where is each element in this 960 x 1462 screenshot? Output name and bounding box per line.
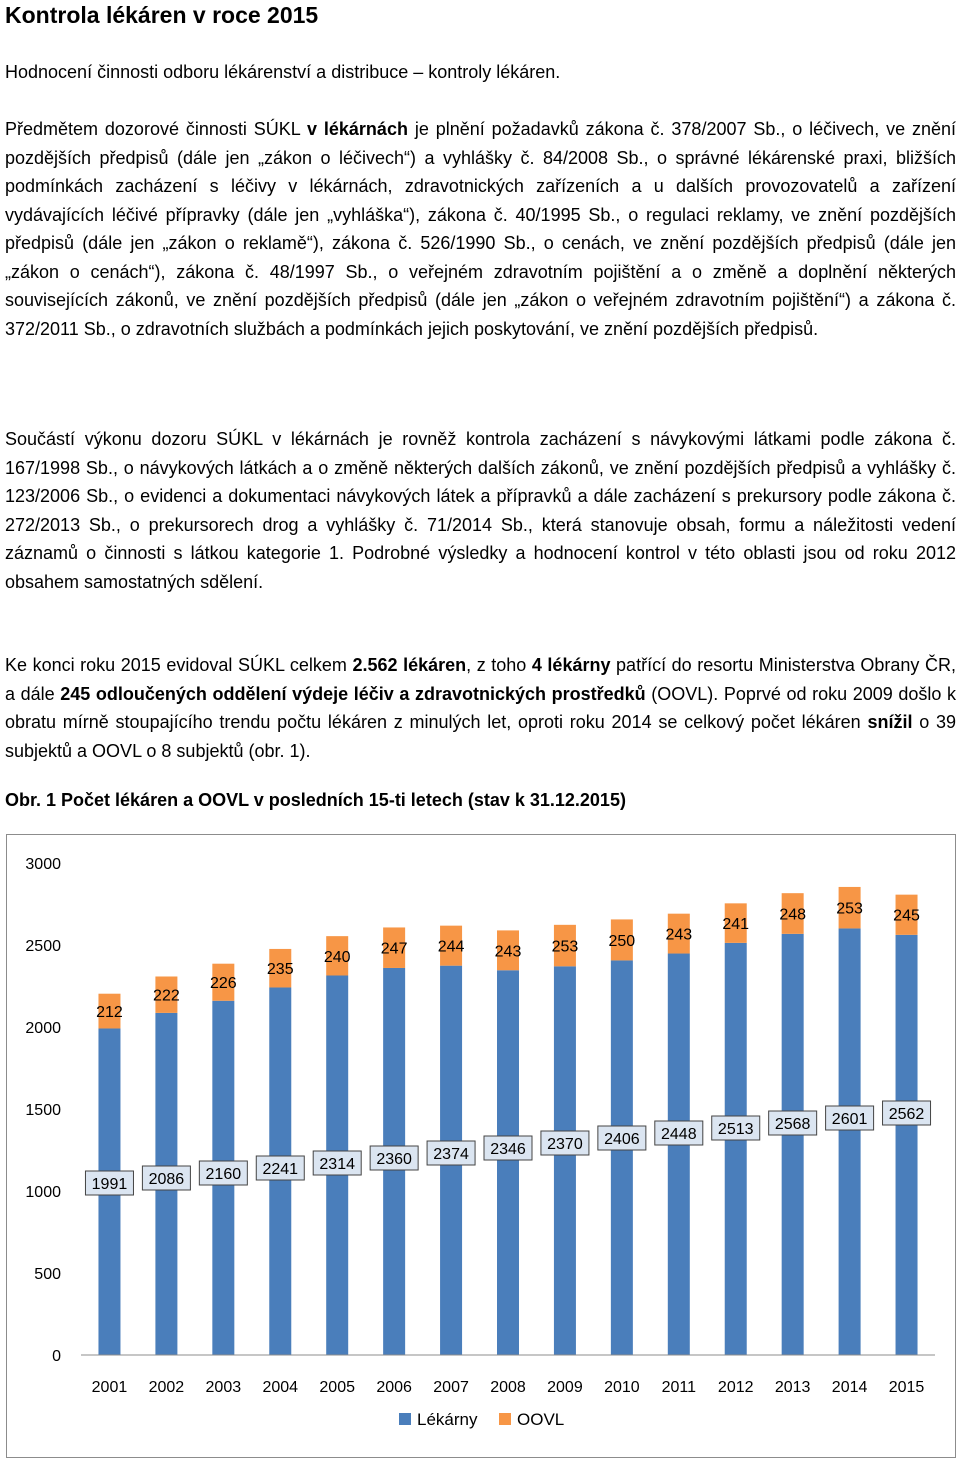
data-label-oovl: 241 <box>722 916 750 934</box>
data-label-oovl: 235 <box>266 961 294 979</box>
data-label-lekarny: 2448 <box>661 1126 697 1143</box>
x-axis <box>81 1355 935 1396</box>
data-label-lekarny: 1991 <box>91 1176 128 1193</box>
data-label-lekarny: 2370 <box>547 1136 583 1153</box>
bar-lekarny <box>554 966 576 1355</box>
data-label-oovl: 240 <box>323 948 351 966</box>
x-tick-label: 2001 <box>91 1379 128 1396</box>
x-tick-label: 2013 <box>774 1379 811 1396</box>
bar-lekarny <box>611 960 633 1355</box>
x-tick-label: 2003 <box>205 1379 242 1396</box>
x-tick-label: 2004 <box>262 1379 299 1396</box>
x-tick-label: 2005 <box>319 1379 355 1396</box>
data-label-lekarny: 2360 <box>376 1151 412 1168</box>
data-label-oovl: 250 <box>608 932 636 950</box>
x-tick-label: 2014 <box>831 1379 868 1396</box>
data-label-lekarny: 2314 <box>319 1156 355 1173</box>
chart-frame <box>6 834 956 1458</box>
bar-lekarny <box>497 970 519 1355</box>
data-label-lekarny: 2562 <box>888 1106 925 1123</box>
legend-label-oovl: OOVL <box>517 1410 565 1429</box>
data-label-lekarny: 2513 <box>717 1121 754 1138</box>
bar-lekarny <box>896 935 918 1355</box>
x-tick-label: 2015 <box>888 1379 925 1396</box>
x-tick-label: 2007 <box>433 1379 469 1396</box>
data-label-oovl: 253 <box>836 900 863 918</box>
paragraph-1-text-b: je plnění požadavků zákona č. 378/2007 Sb., o léčivech, ve znění pozdějších předpisů (dále jen „zákon o léčivech“) a vyhlášky č. 84/2008 Sb., o správné lékárenské praxi, bližších podmínkách zacházení s léčivy v lékárnách, zdravotnických zařízeních a u dalších provozovatelů a zařízení vydávajících léčivé přípravky (dále jen „vyhláška“), zákona č. 40/1995 Sb., o regulaci reklamy, ve znění pozdějších předpisů (dále jen „zákon o reklamě“), zákona č. 526/1990 Sb., o cenách, ve znění pozdějších předpisů (dále jen „zákon o cenách“), zákona č. 48/1997 Sb., o veřejném zdravotním pojištění a o změně a doplnění některých souvisejících zákonů, ve znění pozdějších předpisů (dále jen „zákon o veřejném zdravotním pojištění“) a zákona č. 372/2011 Sb., o zdravotních službách a podmínkách jejich poskytování, ve znění pozdějších předpisů. <box>5 119 957 339</box>
subtitle-paragraph: Hodnocení činnosti odboru lékárenství a distribuce – kontroly lékáren. <box>5 62 561 82</box>
y-tick-label: 1000 <box>25 1184 61 1201</box>
data-label-oovl: 248 <box>779 906 807 924</box>
data-label-lekarny: 2086 <box>148 1171 185 1188</box>
data-label-oovl: 243 <box>665 926 693 944</box>
legend-label-lekarny: Lékárny <box>417 1410 478 1429</box>
x-tick-label: 2012 <box>717 1379 754 1396</box>
data-label-oovl: 212 <box>96 1004 123 1022</box>
legend <box>399 1410 564 1429</box>
x-tick-label: 2002 <box>148 1379 185 1396</box>
y-tick-label: 0 <box>52 1348 61 1365</box>
paragraph-3-text-d: (OOVL). Poprvé od roku 2009 došlo k obratu mírně stoupajícího trendu počtu lékáren z minulých let, oproti roku 2014 se celkový počet lékáren <box>5 683 957 732</box>
data-label-oovl: 222 <box>153 987 180 1005</box>
x-tick-label: 2009 <box>547 1379 583 1396</box>
paragraph-1 <box>5 115 956 343</box>
y-tick-label: 500 <box>34 1266 61 1283</box>
data-label-oovl: 247 <box>380 940 408 958</box>
data-label-oovl: 245 <box>893 907 920 925</box>
y-tick-label: 1500 <box>25 1102 61 1119</box>
data-label-oovl: 243 <box>494 943 522 961</box>
stacked-bar-chart <box>7 835 955 1457</box>
bar-lekarny <box>725 943 747 1355</box>
paragraph-3-bold-a: 2.562 lékáren <box>352 655 467 675</box>
y-tick-label: 2000 <box>25 1020 61 1037</box>
y-tick-label: 3000 <box>25 856 61 873</box>
data-label-lekarny: 2601 <box>831 1111 868 1128</box>
paragraph-3-text-c: patřící do resortu Ministerstva Obrany ČR, a dále <box>5 655 956 704</box>
figure-caption: Obr. 1 Počet lékáren a OOVL v posledních 15-ti letech (stav k 31.12.2015) <box>5 790 626 810</box>
paragraph-3-text-e: o 39 subjektů a OOVL o 8 subjektů (obr. 1). <box>5 712 956 761</box>
data-label-lekarny: 2374 <box>433 1146 469 1163</box>
bar-lekarny <box>668 954 690 1355</box>
paragraph-1-text-a: Předmětem dozorové činnosti SÚKL <box>5 119 307 139</box>
paragraph-3-bold-d: snížil <box>867 712 913 732</box>
paragraph-3 <box>5 651 956 765</box>
data-label-oovl: 244 <box>437 938 465 956</box>
paragraph-1-bold-a: v lékárnách <box>307 119 408 139</box>
paragraph-3-bold-b: 4 lékárny <box>531 655 611 675</box>
data-label-lekarny: 2568 <box>774 1116 811 1133</box>
y-tick-label: 2500 <box>25 938 61 955</box>
data-label-lekarny: 2406 <box>604 1131 640 1148</box>
data-label-oovl: 253 <box>551 938 579 956</box>
paragraph-2: Součástí výkonu dozoru SÚKL v lékárnách je rovněž kontrola zacházení s návykovými látkami podle zákona č. 167/1998 Sb., o návykových látkách a o změně některých dalších zákonů, ve znění pozdějších předpisů a vyhlášky č. 123/2006 Sb., o evidenci a dokumentaci návykových látek a přípravků a dále zacházení s prekursory podle zákona č. 272/2013 Sb., o prekursorech drog a vyhlášky č. 71/2014 Sb., která stanovuje obsah, formu a náležitosti vedení záznamů o činnosti s látkou kategorie 1. Podrobné výsledky a hodnocení kontrol v této oblasti jsou od roku 2012 obsahem samostatných sdělení. <box>5 429 956 592</box>
paragraph-3-text-a: Ke konci roku 2015 evidoval SÚKL celkem <box>5 655 353 675</box>
data-label-lekarny: 2241 <box>262 1161 299 1178</box>
x-tick-label: 2006 <box>376 1379 412 1396</box>
paragraph-3-bold-c: 245 odloučených oddělení výdeje léčiv a zdravotnických prostředků <box>60 683 646 704</box>
x-tick-label: 2010 <box>604 1379 640 1396</box>
x-tick-label: 2008 <box>490 1379 526 1396</box>
legend-swatch-oovl <box>499 1413 511 1425</box>
x-tick-label: 2011 <box>661 1379 697 1396</box>
bar-lekarny <box>839 928 861 1355</box>
bar-lekarny <box>782 934 804 1355</box>
document-title: Kontrola lékáren v roce 2015 <box>5 2 319 28</box>
data-label-lekarny: 2160 <box>205 1166 242 1183</box>
paragraph-3-text-b: , z toho <box>466 655 532 675</box>
data-label-oovl: 226 <box>209 975 237 993</box>
legend-swatch-lekarny <box>399 1413 411 1425</box>
y-axis <box>25 856 61 1365</box>
data-label-lekarny: 2346 <box>490 1141 526 1158</box>
